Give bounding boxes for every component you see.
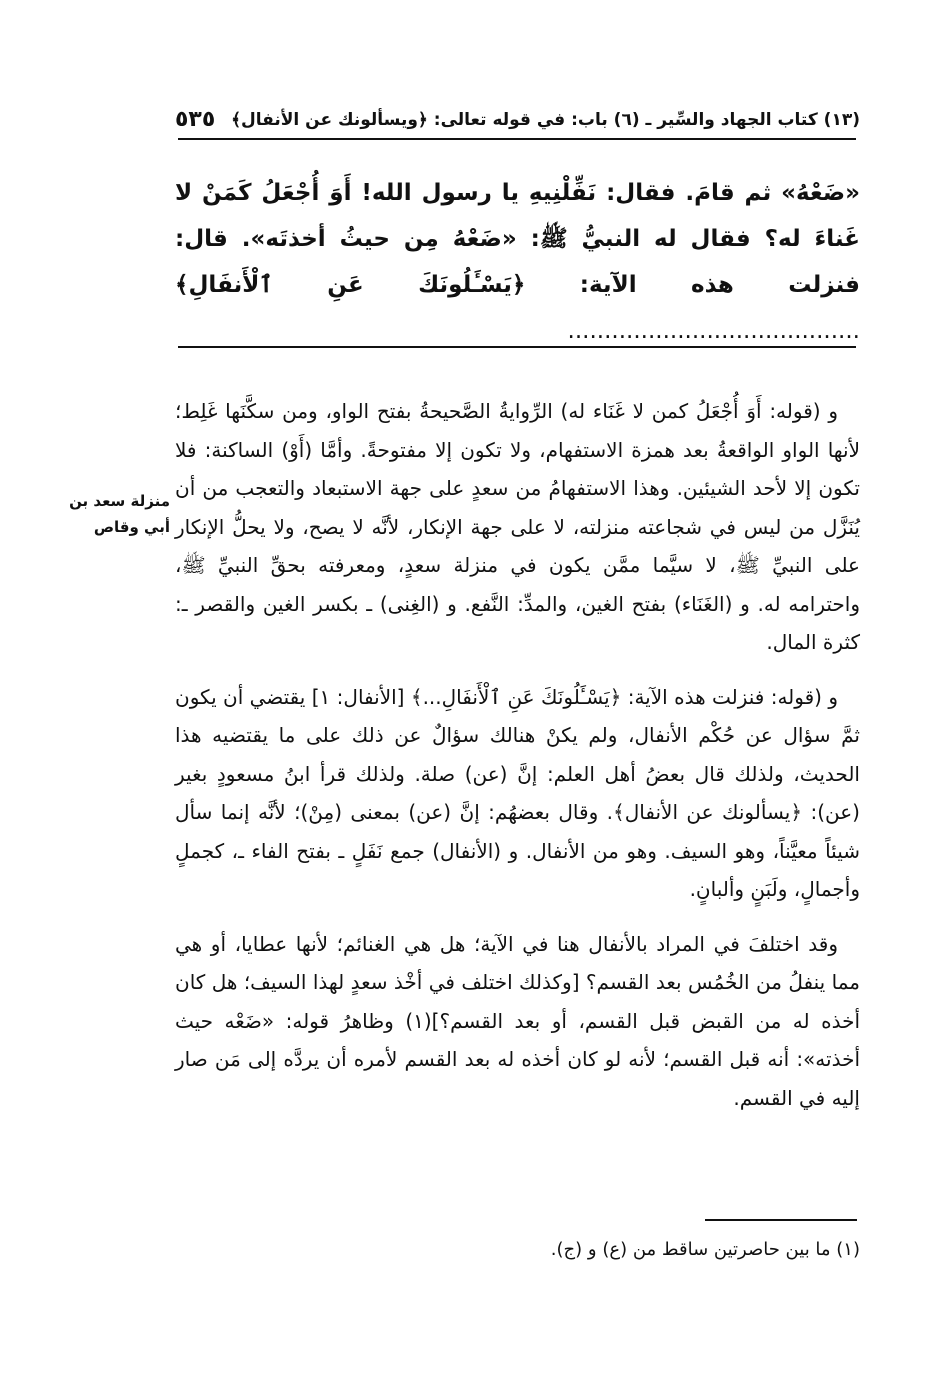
hadith-body: «ضَعْهُ» ثم قامَ. فقال: نَفِّلْنِيهِ يا رسول الله! أَوَ أُجْعَلُ كَمَنْ لا غَناءَ له؟ فقال له النبيُّ ﷺ: «ضَعْهُ مِن حيثُ أخذتَه». قال: فنزلت هذه الآية: ﴿يَسْـَٔلُونَكَ عَنِ ٱلْأَنفَالِ﴾ [175,180,860,298]
commentary-paragraph: وقد اختلفَ في المراد بالأنفال هنا في الآية؛ هل هي الغنائم؛ لأنها عطايا، أو هي مما ينفلُ من الخُمُس بعد القسم؟ [وكذلك اختلف في أخْذ سعدٍ لهذا السيف؛ هل كان أخذه له من القبض قبل القسم، أو بعد القسم؟](١) وظاهرُ قوله: «ضَعْه حيث أخذته»: أنه قبل القسم؛ لأنه لو كان أخذه له بعد القسم لأمره أن يردَّه إلى مَن صار إليه في القسم. [175,931,860,1110]
hadith-continuation-dots: ........................................ [567,318,860,344]
commentary-block [175,392,860,1133]
hadith-text-block [175,170,860,354]
page-number: ٥٣٥ [175,106,216,132]
section-divider [178,346,856,348]
header-divider [178,138,856,140]
running-header [175,100,860,138]
commentary-paragraph: و (قوله: أَوَ أُجْعَلُ كمن لا غَنَاء له) الرِّوايةُ الصَّحيحةُ بفتح الواو، ومن سكَّنَها غَلِط؛ لأنها الواو الواقعةُ بعد همزة الاستفهام، ولا تكون إلا مفتوحةً. وأمَّا (أَوْ) الساكنة: فلا تكون إلا لأحد الشيئين. وهذا الاستفهامُ من سعدٍ على جهة الاستبعاد والتعجب من أن يُنَزَّل من ليس في شجاعته منزلته، لا على جهة الإنكار، لأنَّه لا يصح، ولا يحلُّ الإنكار على النبيِّ ﷺ، لا سيَّما ممَّن يكون في منزلة سعدٍ، ومعرفته بحقِّ النبيِّ ﷺ، واحترامه له. و (الغَنَاء) بفتح الغين، والمدِّ: النَّفع. و (الغِنى) ـ بكسر الغين والقصر ـ: كثرة المال. [175,399,860,654]
footnote: (١) ما بين حاصرتين ساقط من (ع) و (ج). [550,1239,860,1260]
hadith-text [175,170,860,354]
margin-note: منزلة سعد بن أبي وقاص [69,492,170,536]
header-title: (١٣) كتاب الجهاد والسِّير ـ (٦) باب: في قوله تعالى: ﴿ويسألونك عن الأنفال﴾ [231,109,860,130]
footnote-divider [705,1219,857,1221]
commentary-paragraph: و (قوله: فنزلت هذه الآية: ﴿يَسْـَٔلُونَكَ عَنِ ٱلْأَنفَالِ...﴾ [الأنفال: ١] يقتضي أن يكون ثمَّ سؤال عن حُكْم الأنفال، ولم يكنْ هنالك سؤالٌ عن ذلك على ما يقتضيه هذا الحديث، ولذلك قال بعضُ أهل العلم: إنَّ (عن) صلة. ولذلك قرأ ابنُ مسعودٍ بغير (عن): ﴿يسألونك عن الأنفال﴾. وقال بعضهُم: إنَّ (عن) بمعنى (مِنْ)؛ لأنَّه إنما سأل شيئاً معيَّناً، وهو السيف. وهو من الأنفال. و (الأنفال) جمع نَفَلٍ ـ بفتح الفاء ـ، كجملٍ وأجمالٍ، ولَبَنٍ وألبانٍ. [175,684,860,901]
